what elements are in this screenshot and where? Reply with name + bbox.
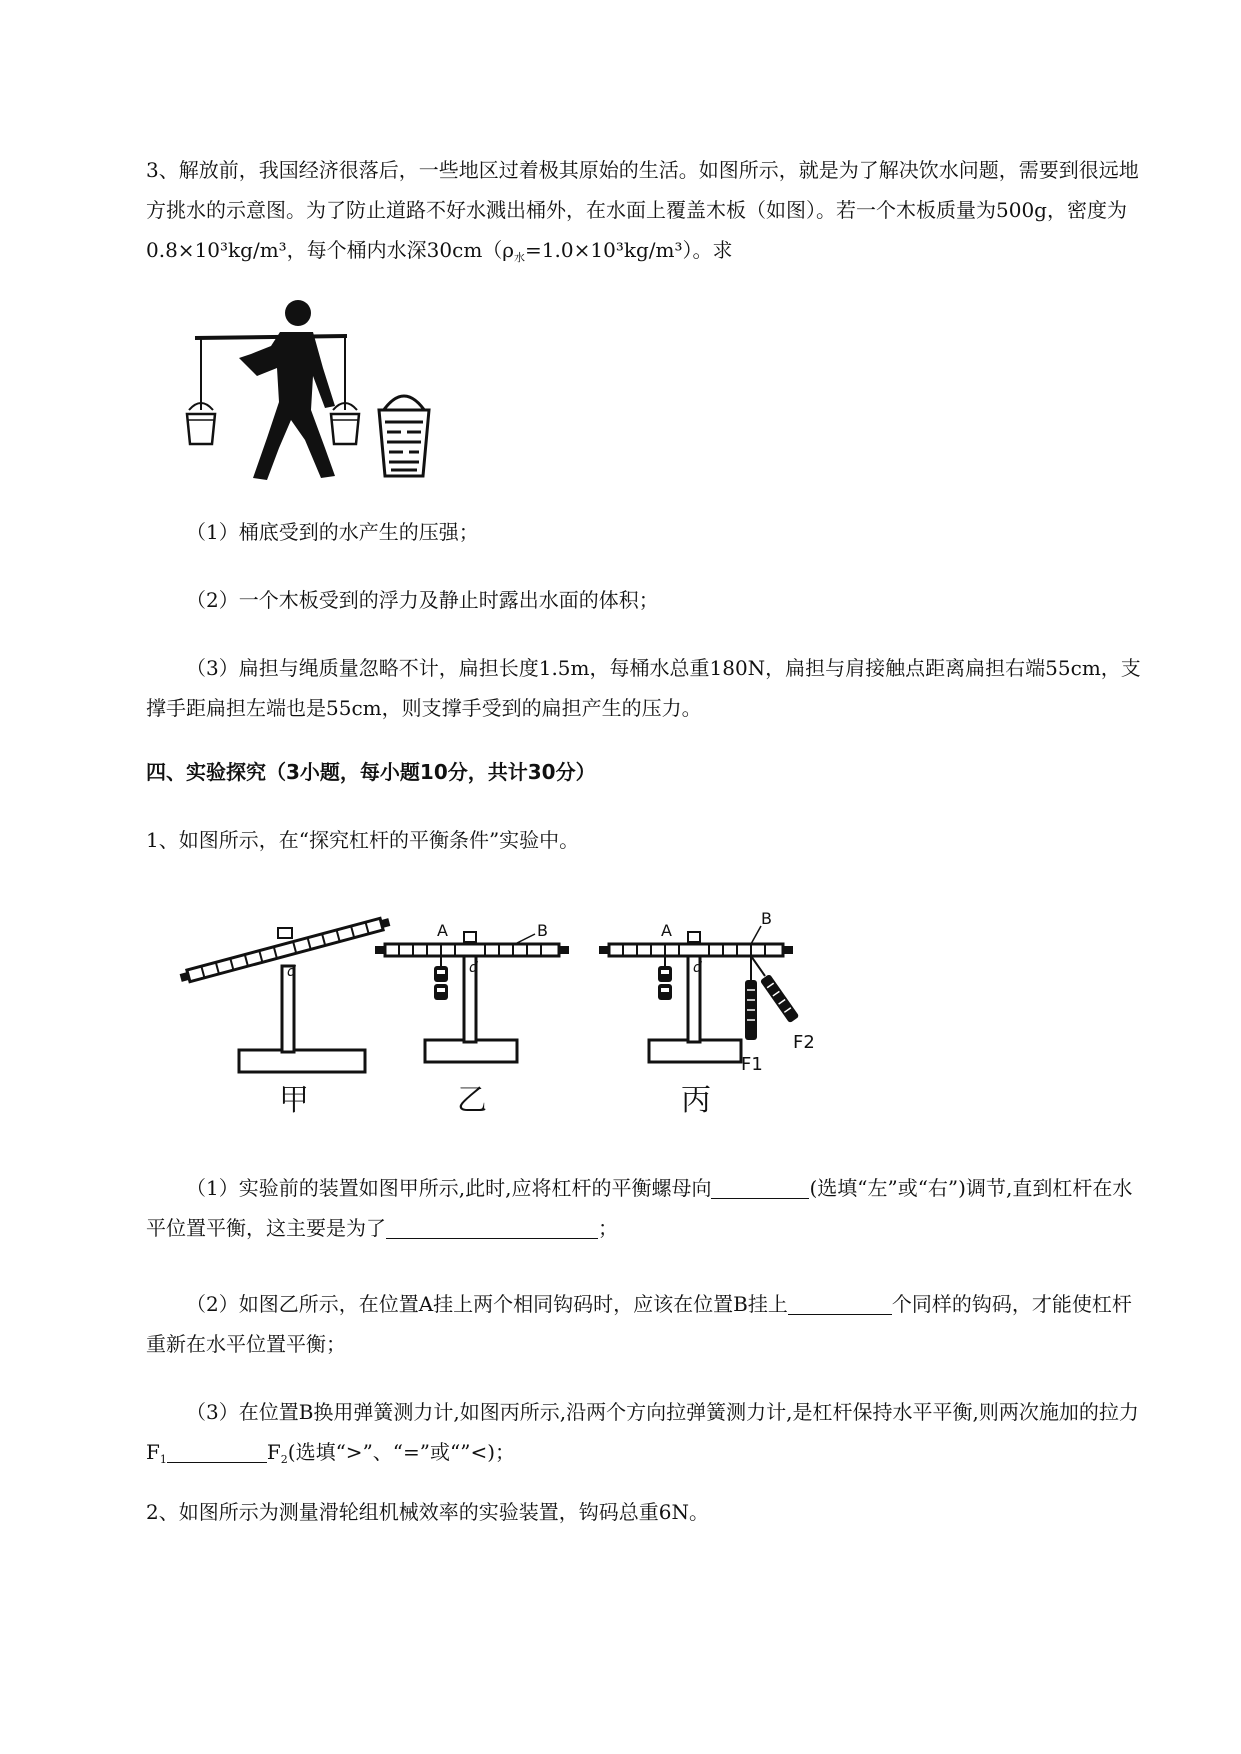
q3-sub1: （1）桶底受到的水产生的压强； (186, 520, 479, 544)
exp1-intro: 1、如图所示，在“探究杠杆的平衡条件”实验中。 (146, 828, 580, 852)
label-bing-a: A (661, 921, 672, 940)
answer-blank-3[interactable] (788, 1292, 892, 1315)
section-heading: 四、实验探究（3小题，每小题10分，共计30分） (146, 760, 596, 784)
answer-blank-1[interactable] (711, 1176, 809, 1199)
exp1-sub2: （2）如图乙所示，在位置A挂上两个相同钩码时，应该在位置B挂上 个同样的钩码，才能使杠杆重新在水平位置平衡； (146, 1292, 1132, 1356)
q3-sub2: （2）一个木板受到的浮力及静止时露出水面的体积； (186, 588, 659, 612)
svg-text:d: d (287, 964, 296, 980)
answer-blank-4[interactable] (167, 1440, 267, 1463)
answer-blank-2[interactable] (386, 1216, 598, 1239)
svg-text:d: d (693, 960, 702, 976)
carrying-water-figure (175, 298, 475, 488)
q3-intro: 3、解放前，我国经济很落后，一些地区过着极其原始的生活。如图所示，就是为了解决饮水问题，需要到很远地方挑水的示意图。为了防止道路不好水溅出桶外，在水面上覆盖木板（如图）。若一个木板质量为500g，密度为0.8×10³kg/m³，每个桶内水深$30cm(\rho_水=1.0\times 10^3kg/m^3)$。求 (146, 158, 1139, 264)
exp1-sub1: （1）实验前的装置如图甲所示,此时,应将杠杆的平衡螺母向 (选填“左”或“右”)调节,直到杠杆在水平位置平衡，这主要是为了 ； (146, 1176, 1133, 1240)
lever-yi (375, 921, 569, 1118)
label-jia: 甲 (279, 1083, 309, 1118)
label-f1: F1 (741, 1054, 763, 1075)
lever-bing (599, 909, 815, 1118)
label-yi: 乙 (457, 1083, 487, 1118)
q3-sub3: （3）扁担与绳质量忽略不计，扁担长度1.5m，每桶水总重180N，扁担与肩接触点距离扁担右端55cm，支撑手距扁担左端也是55cm，则支撑手受到的扁担产生的压力。 (146, 656, 1141, 720)
label-f2: F2 (793, 1032, 815, 1053)
exp2-intro: 2、如图所示为测量滑轮组机械效率的实验装置，钩码总重6N。 (146, 1500, 709, 1524)
lever-jia (179, 916, 391, 1118)
exp1-sub3: （3）在位置B换用弹簧测力计,如图丙所示,沿两个方向拉弹簧测力计,是杠杆保持水平平衡,则两次施加的拉力$F_1$ $F_2$(选填“>”、“=”或“”<)； (146, 1400, 1139, 1466)
label-yi-a: A (437, 921, 448, 940)
label-bing-b: B (761, 909, 772, 928)
svg-text:d: d (469, 960, 478, 976)
label-yi-b: B (537, 921, 548, 940)
lever-figure (175, 880, 915, 1130)
label-bing: 丙 (681, 1083, 711, 1118)
